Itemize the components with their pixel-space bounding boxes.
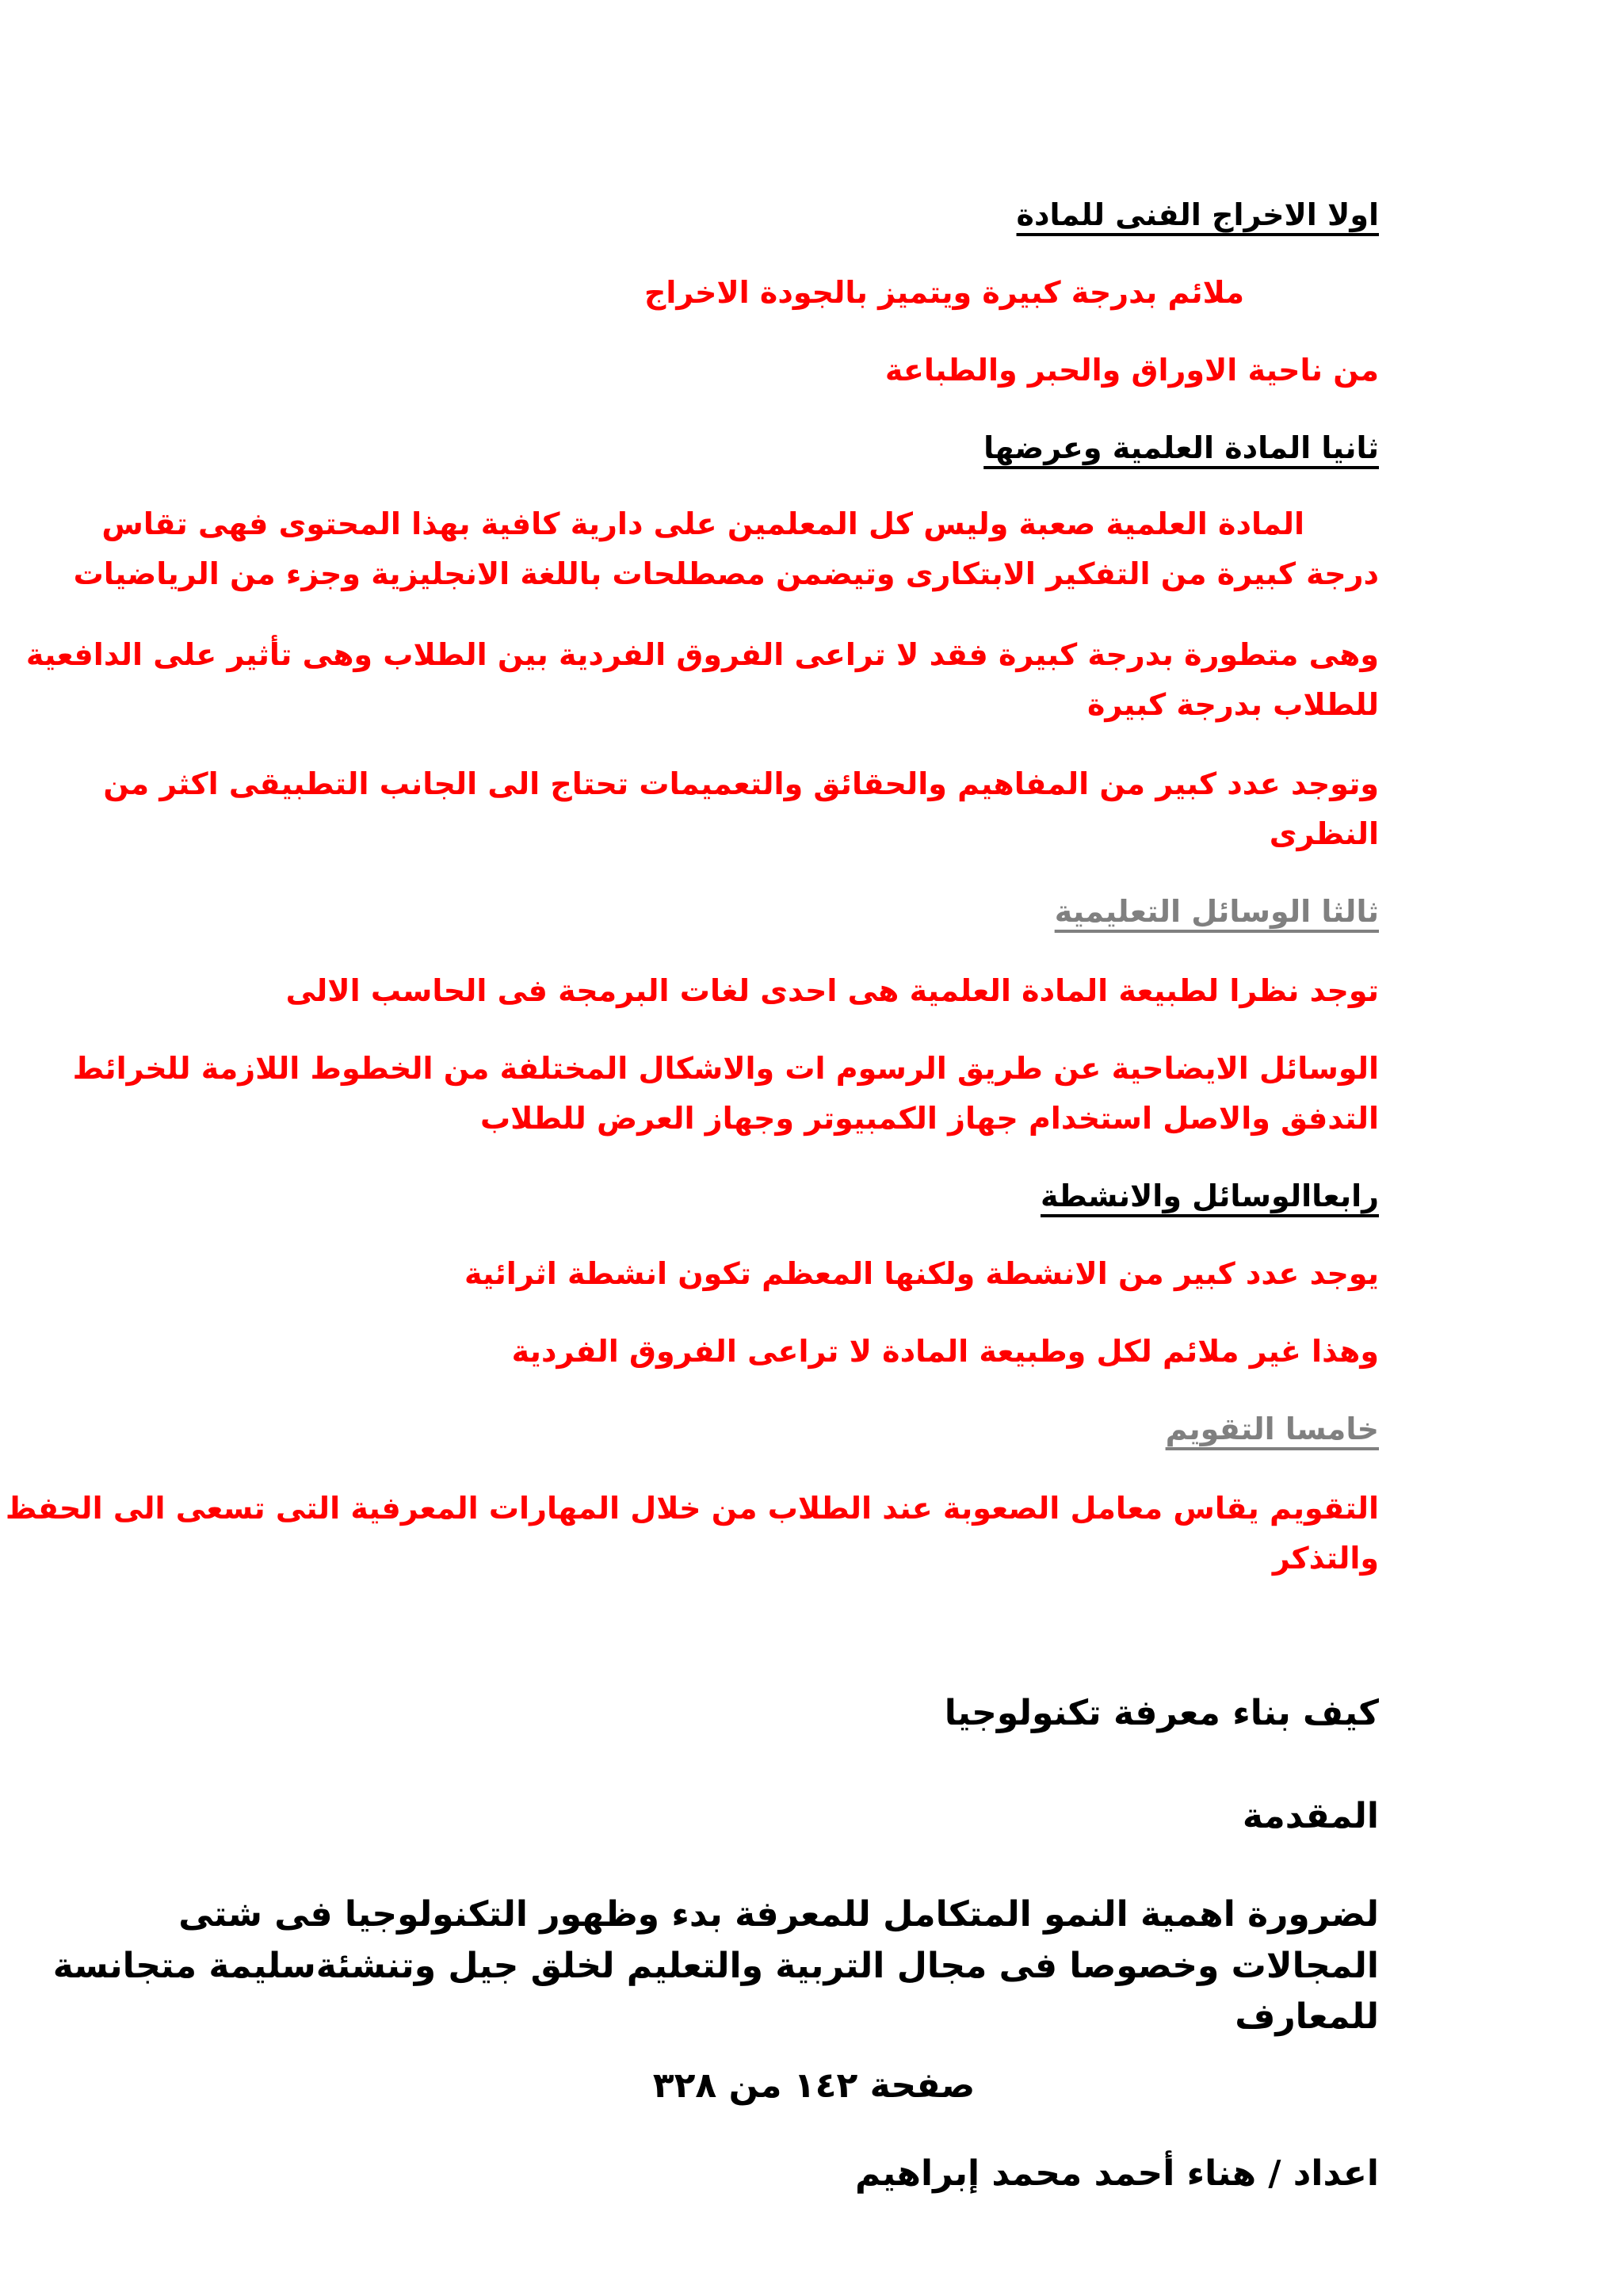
- heading-activities: رابعاالوسائل والانشطة: [1041, 1179, 1379, 1213]
- paragraph-line: النظرى: [1269, 816, 1379, 851]
- heading-introduction: المقدمة: [1242, 1796, 1379, 1836]
- heading-educational-aids: ثالثا الوسائل التعليمية: [1054, 894, 1379, 929]
- paragraph-line: للطلاب بدرجة كبيرة: [1086, 687, 1379, 722]
- heading-scientific-material: ثانيا المادة العلمية وعرضها: [983, 430, 1379, 465]
- heading-technology-knowledge: كيف بناء معرفة تكنولوجيا: [944, 1693, 1379, 1733]
- paragraph-line: وهى متطورة بدرجة كبيرة فقد لا تراعى الفروق الفردية بين الطلاب وهى تأثير على الدافعية: [25, 637, 1379, 672]
- paragraph-line: والتذكر: [1272, 1541, 1379, 1576]
- paragraph-line: وتوجد عدد كبير من المفاهيم والحقائق والتعميمات تحتاج الى الجانب التطبيقى اكثر من: [103, 766, 1379, 801]
- paragraph: توجد نظرا لطبيعة المادة العلمية هى احدى لغات البرمجة فى الحاسب الالى: [285, 973, 1379, 1008]
- paragraph-line: درجة كبيرة من التفكير الابتكارى وتيضمن مصطلحات باللغة الانجليزية وجزء من الرياضيات: [73, 556, 1379, 591]
- paragraph-line: التقويم يقاس معامل الصعوبة عند الطلاب من خلال المهارات المعرفية التى تسعى الى الحفظ: [5, 1491, 1379, 1526]
- paragraph-line: للمعارف: [1235, 1996, 1379, 2037]
- paragraph: من ناحية الاوراق والحبر والطباعة: [884, 353, 1379, 388]
- paragraph: يوجد عدد كبير من الانشطة ولكنها المعظم تكون انشطة اثرائية: [464, 1256, 1379, 1291]
- paragraph-line: المجالات وخصوصا فى مجال التربية والتعليم لخلق جيل وتنشئةسليمة متجانسة: [52, 1946, 1379, 1986]
- heading-technical-production: اولا الاخراج الفنى للمادة: [1016, 197, 1379, 232]
- author-credit: اعداد / هناء أحمد محمد إبراهيم: [855, 2153, 1379, 2194]
- paragraph-line: التدفق والاصل استخدام جهاز الكمبيوتر وجهاز العرض للطلاب: [479, 1101, 1379, 1136]
- page-number: صفحة ١٤٢ من ٣٢٨: [652, 2065, 976, 2106]
- paragraph-line: المادة العلمية صعبة وليس كل المعلمين على دارية كافية بهذا المحتوى فهى تقاس: [101, 506, 1304, 541]
- paragraph: وهذا غير ملائم لكل وطبيعة المادة لا تراعى الفروق الفردية: [511, 1334, 1379, 1369]
- paragraph-line: الوسائل الايضاحية عن طريق الرسوم ات والاشكال المختلفة من الخطوط اللازمة للخرائط: [72, 1051, 1379, 1086]
- paragraph: ملائم بدرجة كبيرة ويتميز بالجودة الاخراج: [643, 275, 1244, 310]
- paragraph-line: لضرورة اهمية النمو المتكامل للمعرفة بدء وظهور التكنولوجيا فى شتى: [178, 1894, 1379, 1935]
- heading-evaluation: خامسا التقويم: [1165, 1412, 1379, 1446]
